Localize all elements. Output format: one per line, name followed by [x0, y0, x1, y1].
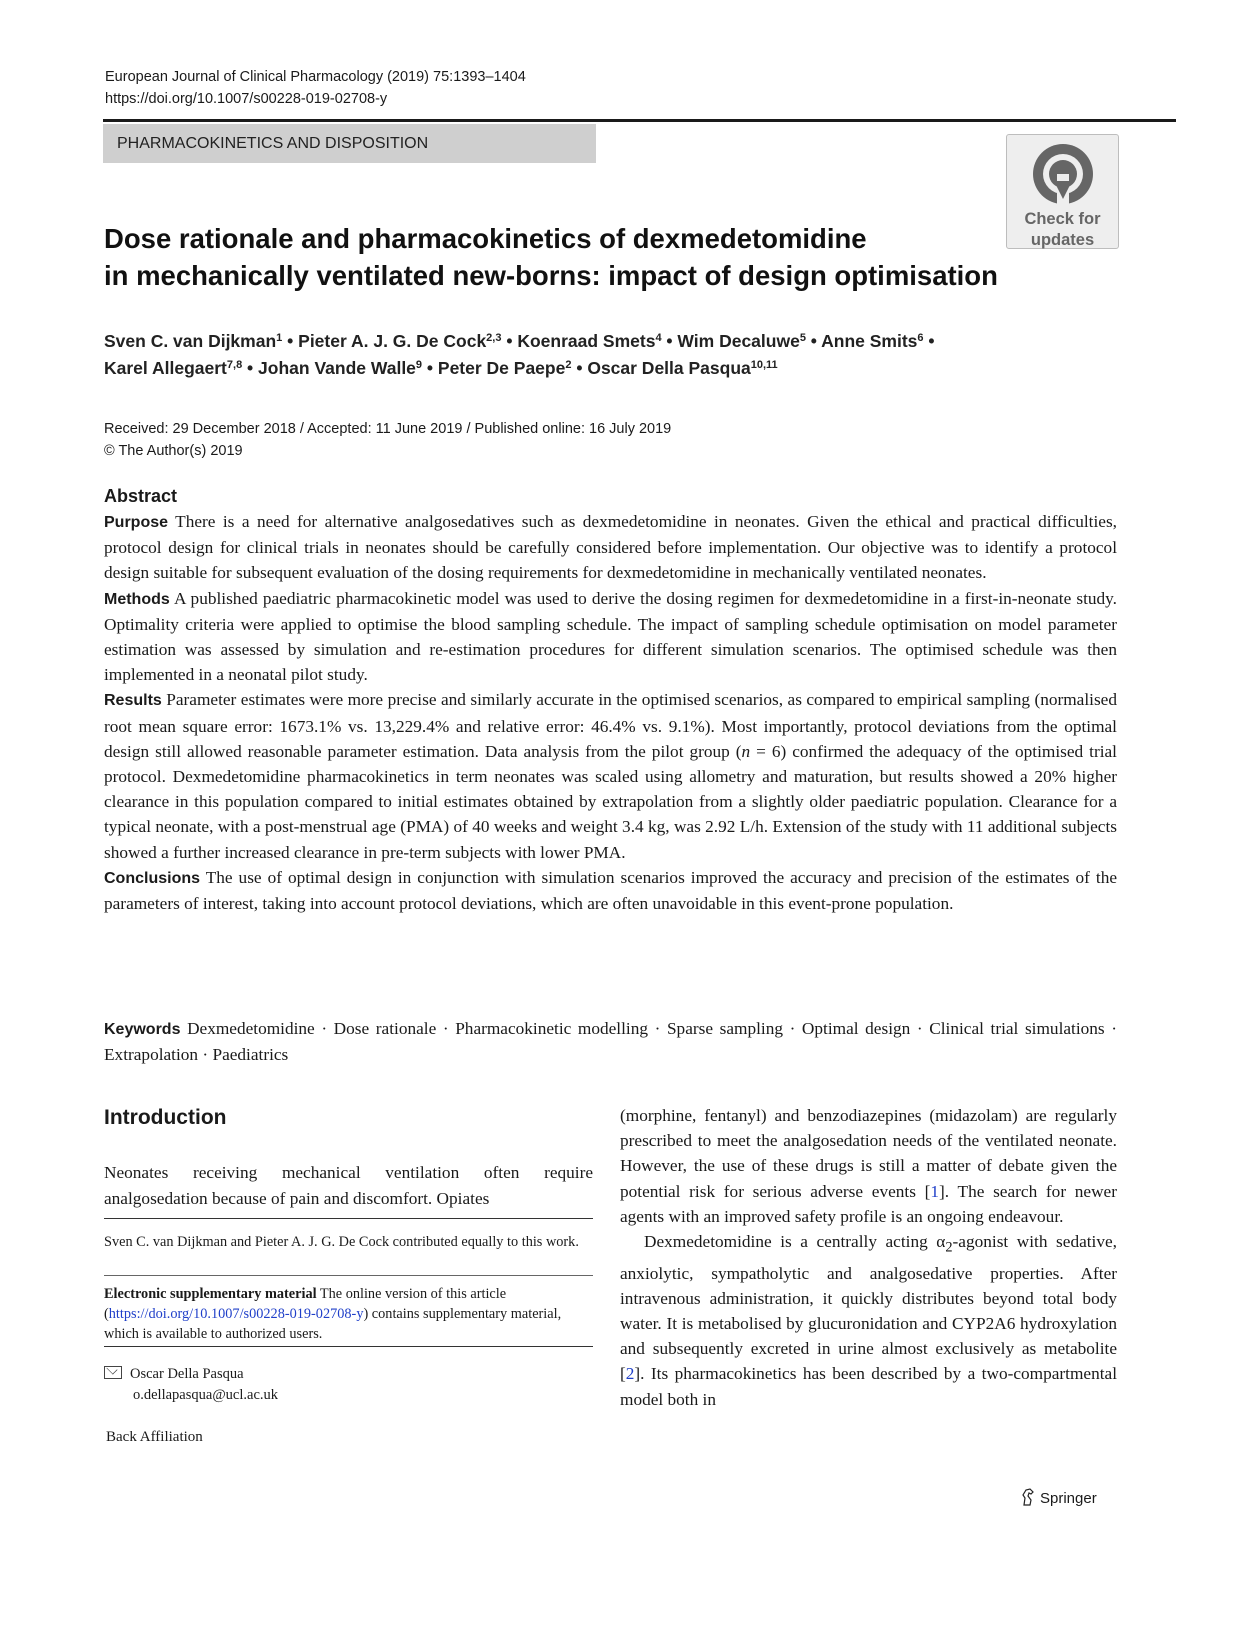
results-text-a: Parameter estimates were more precise and similarly accurate in the optimised scenarios, as compared to empirical sampling (normalised root mean square error: 1673.1% vs. 13,229.4% and relative error: 46.4% vs. 9.1%). Most importantly, protocol deviations from the optimal design still allowed reasonable parameter estimation. Data analysis from the pilot group ( — [104, 690, 1117, 761]
abstract-heading: Abstract — [104, 486, 178, 506]
author-affiliation: 1 — [276, 332, 283, 344]
author-name[interactable]: Karel Allegaert — [104, 358, 227, 378]
title-line-2: in mechanically ventilated new-borns: impact of design optimisation — [104, 260, 998, 291]
check-updates-line1: Check for — [1024, 210, 1101, 228]
author-affiliation: 2,3 — [486, 332, 502, 344]
journal-doi[interactable]: https://doi.org/10.1007/s00228-019-02708-y — [105, 91, 388, 107]
author-separator: • — [923, 331, 935, 351]
check-updates-line2: updates — [1030, 231, 1095, 249]
article-dates — [104, 418, 671, 462]
keywords-text: Dexmedetomidine · Dose rationale · Pharmacokinetic modelling · Sparse sampling · Optimal design · Clinical trial simulations · Extrapolation · Paediatrics — [104, 1019, 1118, 1065]
author-name[interactable]: Peter De Paepe — [437, 358, 566, 378]
abstract-results — [104, 687, 1117, 864]
esm-doi-link[interactable]: https://doi.org/10.1007/s00228-019-02708-y — [108, 1306, 364, 1322]
intro-p2-text-b: -agonist with sedative, anxiolytic, sympatholytic and analgosedative properties. After intravenous administration, it quickly distributes beyond total body water. It is metabolised by glucuronidation and CYP2A6 hydroxylation and subsequently excreted in urine almost exclusively as metabolite [ — [620, 1232, 1117, 1384]
author-separator: • — [661, 331, 678, 351]
footnote-divider — [104, 1275, 593, 1276]
methods-label: Methods — [104, 590, 170, 608]
author-list — [104, 328, 1104, 382]
purpose-label: Purpose — [104, 514, 169, 531]
intro-p2-text-c: ]. Its pharmacokinetics has been described by a two-compartmental model both in — [620, 1364, 1117, 1409]
journal-header — [105, 66, 526, 110]
footnote-divider — [104, 1218, 593, 1219]
keywords-section — [104, 1016, 1117, 1067]
author-name[interactable]: Pieter A. J. G. De Cock — [298, 331, 487, 351]
results-label: Results — [104, 692, 162, 710]
publisher-name: Springer — [1040, 1490, 1097, 1507]
corresponding-author — [104, 1364, 278, 1406]
author-name[interactable]: Sven C. van Dijkman — [104, 331, 277, 351]
author-separator: • — [282, 331, 299, 351]
journal-citation: European Journal of Clinical Pharmacology (2019) 75:1393–1404 — [105, 69, 526, 85]
results-n-symbol: n — [741, 741, 751, 761]
supplementary-material-note — [104, 1284, 593, 1344]
check-updates-icon — [1030, 141, 1096, 207]
equal-contribution-note: Sven C. van Dijkman and Pieter A. J. G. De Cock contributed equally to this work. — [104, 1234, 579, 1250]
contact-name: Oscar Della Pasqua — [130, 1366, 244, 1382]
intro-paragraph-1 — [620, 1103, 1117, 1229]
intro-p1-text-b: ]. The search for newer agents with an improved safety profile is an ongoing endeavour. — [620, 1181, 1117, 1226]
footnote-divider — [104, 1346, 593, 1347]
alpha-subscript: 2 — [945, 1239, 953, 1256]
received-accepted-published: Received: 29 December 2018 / Accepted: 11 June 2019 / Published online: 16 July 2019 — [104, 421, 672, 437]
abstract-section — [104, 484, 1117, 916]
reference-link-1[interactable]: 1 — [930, 1181, 940, 1201]
author-affiliation: 9 — [415, 359, 423, 371]
springer-horse-icon — [1020, 1488, 1036, 1506]
author-affiliation: 10,11 — [750, 359, 778, 371]
abstract-methods — [104, 586, 1117, 688]
author-name[interactable]: Oscar Della Pasqua — [587, 358, 751, 378]
conclusions-label: Conclusions — [104, 869, 201, 887]
methods-text: A published paediatric pharmacokinetic model was used to derive the dosing regimen for dexmedetomidine in a first-in-neonate study. Optimality criteria were applied to optimise the blood sampling schedule. The impact of sampling schedule optimisation on model parameter estimation was assessed by simulation and re-estimation procedures for different simulation scenarios. The optimised schedule was then implemented in a neonatal pilot study. — [104, 588, 1117, 685]
intro-p1-text-a: (morphine, fentanyl) and benzodiazepines (midazolam) are regularly prescribed to meet the analgosedation needs of the ventilated neonate. However, the use of these drugs is still a matter of debate given the potential risk for serious adverse events [ — [620, 1106, 1117, 1201]
header-rule — [103, 119, 1176, 122]
author-affiliation: 5 — [799, 332, 806, 344]
publisher-logo — [1020, 1488, 1097, 1509]
introduction-right-column — [620, 1103, 1117, 1412]
conclusions-text: The use of optimal design in conjunction with simulation scenarios improved the accuracy and precision of the estimates of the parameters of interest, taking into account protocol deviations, which are often unavoidable in this event-prone population. — [104, 867, 1117, 914]
back-affiliation: Back Affiliation — [106, 1429, 203, 1445]
copyright-line: © The Author(s) 2019 — [104, 443, 243, 459]
introduction-left-text: Neonates receiving mechanical ventilation often require analgosedation because of pain and discomfort. Opiates — [104, 1163, 593, 1208]
article-category: PHARMACOKINETICS AND DISPOSITION — [103, 124, 596, 163]
intro-paragraph-2 — [620, 1229, 1117, 1412]
esm-text-a: The online version of this article ( — [104, 1286, 507, 1322]
esm-text-b: ) contains supplementary material, which is available to authorized users. — [104, 1306, 562, 1342]
author-affiliation: 4 — [655, 332, 662, 344]
author-separator: • — [571, 358, 588, 378]
abstract-conclusions — [104, 865, 1117, 916]
author-affiliation: 2 — [565, 359, 572, 371]
keywords-label: Keywords — [104, 1021, 181, 1038]
author-separator: • — [422, 358, 438, 378]
contact-email[interactable]: o.dellapasqua@ucl.ac.uk — [133, 1387, 279, 1403]
title-line-1: Dose rationale and pharmacokinetics of dexmedetomidine — [104, 223, 867, 254]
author-name[interactable]: Anne Smits — [821, 331, 918, 351]
article-title — [104, 220, 1004, 294]
author-name[interactable]: Wim Decaluwe — [677, 331, 800, 351]
envelope-icon — [104, 1366, 122, 1379]
author-separator: • — [242, 358, 259, 378]
abstract-purpose — [104, 509, 1117, 586]
author-separator: • — [805, 331, 822, 351]
author-affiliation: 6 — [917, 332, 924, 344]
author-name[interactable]: Koenraad Smets — [517, 331, 656, 351]
reference-link-2[interactable]: 2 — [625, 1364, 635, 1384]
esm-label: Electronic supplementary material — [104, 1286, 317, 1302]
introduction-heading: Introduction — [104, 1106, 227, 1129]
results-text-b: = 6) confirmed the adequacy of the optimised trial protocol. Dexmedetomidine pharmacokinetics in term neonates was scaled using allometry and maturation, but results showed a 20% higher clearance in this population compared to initial estimates obtained by extrapolation from a slightly older paediatric population. Clearance for a typical neonate, with a post-menstrual age (PMA) of 40 weeks and weight 3.4 kg, was 2.92 L/h. Extension of the study with 11 additional subjects showed a further increased clearance in pre-term subjects with lower PMA. — [104, 741, 1117, 862]
intro-p2-text-a: Dexmedetomidine is a centrally acting α — [644, 1232, 946, 1252]
author-separator: • — [501, 331, 518, 351]
purpose-text: There is a need for alternative analgosedatives such as dexmedetomidine in neonates. Given the ethical and practical difficulties, protocol design for clinical trials in neonates should be carefully considered before implementation. Our objective was to identify a protocol design suitable for subsequent evaluation of the dosing requirements for dexmedetomidine in mechanically ventilated neonates. — [104, 512, 1117, 583]
check-for-updates-badge[interactable] — [1006, 134, 1119, 249]
author-affiliation: 7,8 — [226, 359, 243, 371]
author-name[interactable]: Johan Vande Walle — [258, 358, 416, 378]
